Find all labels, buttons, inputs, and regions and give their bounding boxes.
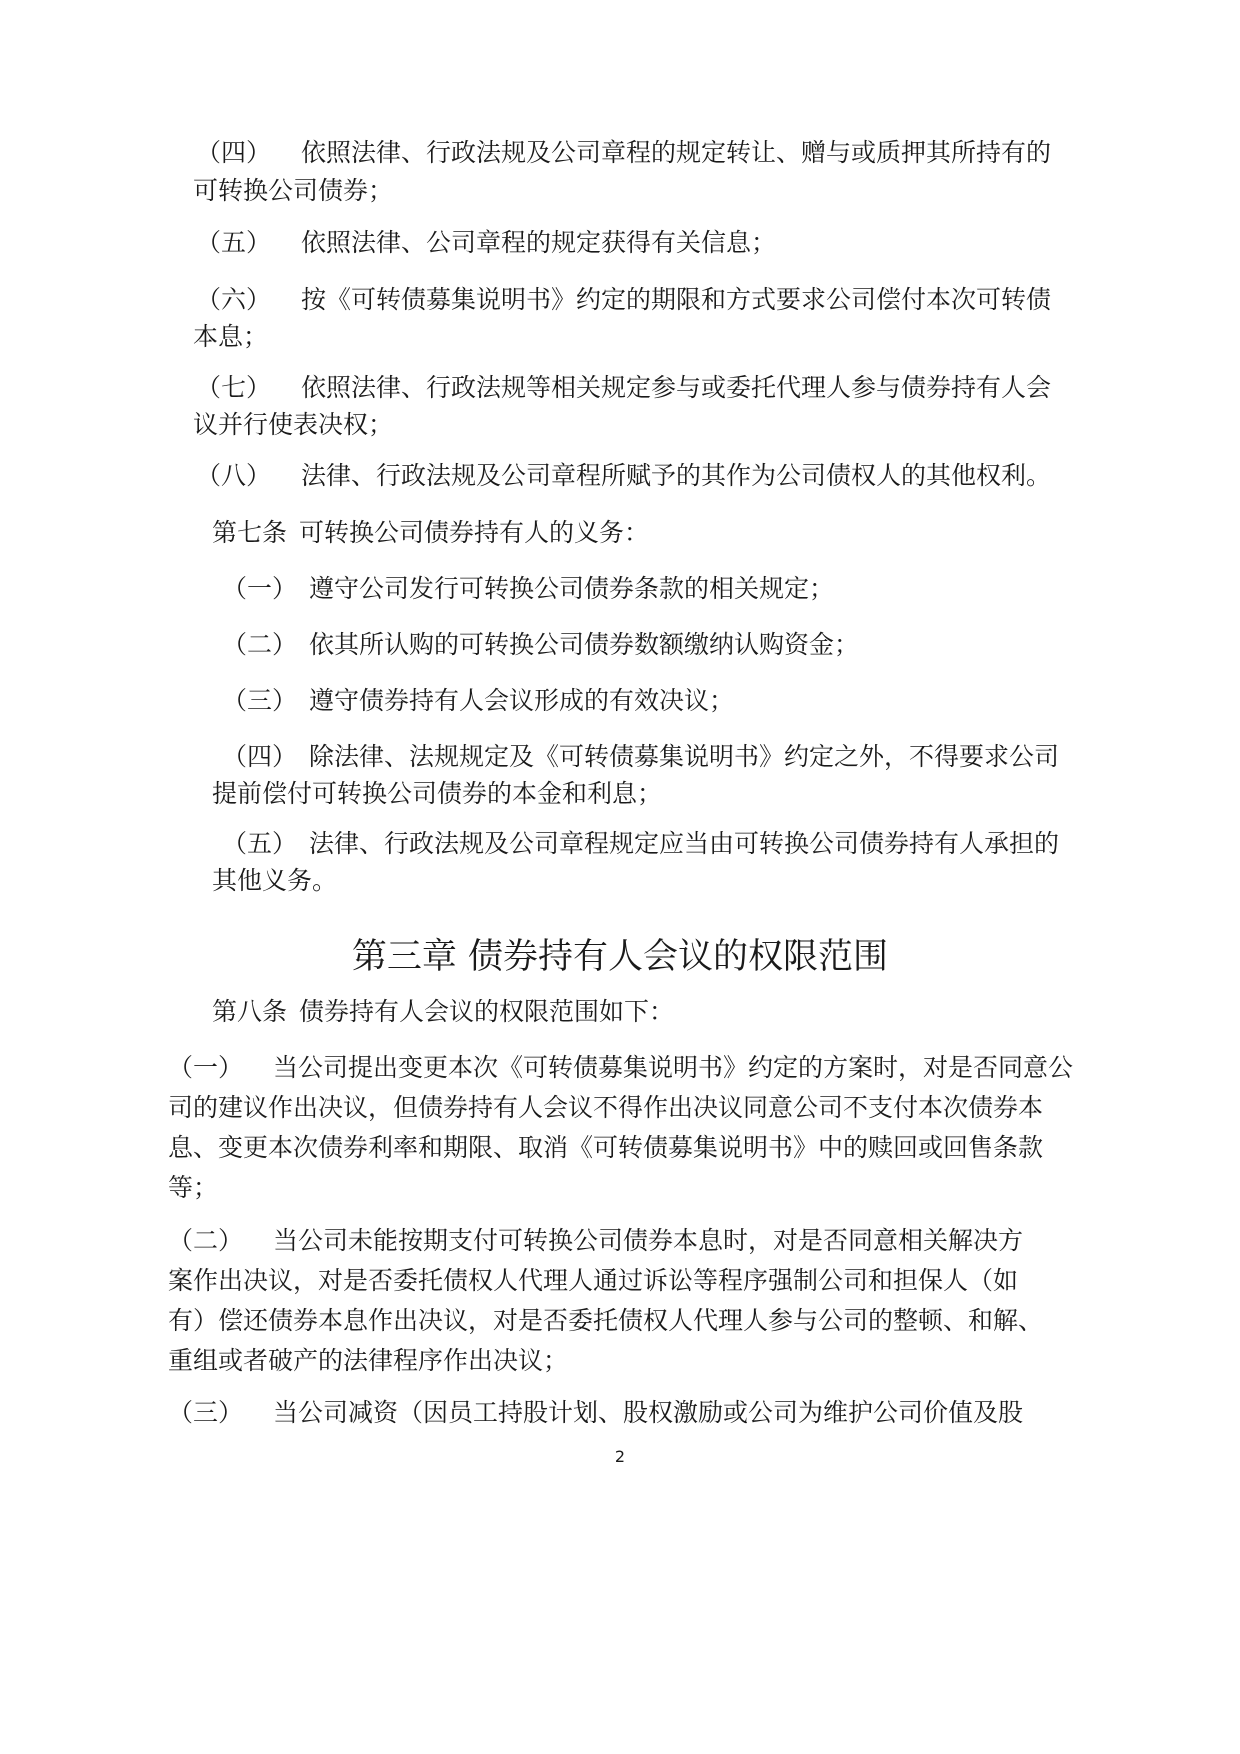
item-text: 法律、行政法规及公司章程所赋予的其作为公司债权人的其他权利。 (301, 461, 1052, 490)
scope-item-1-continuation-1: 司的建议作出决议，但债券持有人会议不得作出决议同意公司不支付本次债券本 (168, 1093, 1044, 1122)
item-text: 依其所认购的可转换公司债券数额缴纳认购资金； (309, 630, 860, 659)
item-number: （三） (222, 686, 298, 715)
item-number: （六） (196, 285, 272, 314)
item-number: （五） (196, 228, 272, 257)
article-label: 第七条 (212, 518, 288, 547)
item-number: （二） (168, 1226, 244, 1255)
right-item-4-continuation: 可转换公司债券； (193, 176, 394, 205)
article-text: 债券持有人会议的权限范围如下： (299, 997, 675, 1026)
item-text: 按《可转债募集说明书》约定的期限和方式要求公司偿付本次可转债 (301, 285, 1052, 314)
item-text: 依照法律、公司章程的规定获得有关信息； (301, 228, 777, 257)
article-text: 可转换公司债券持有人的义务： (299, 518, 650, 547)
right-item-6-continuation: 本息； (193, 322, 269, 351)
item-text: 当公司提出变更本次《可转债募集说明书》约定的方案时，对是否同意公 (273, 1053, 1074, 1082)
obligation-item-5 (222, 829, 1059, 859)
right-item-8 (196, 461, 1051, 491)
article-7-heading (212, 518, 649, 548)
item-number: （一） (222, 574, 298, 603)
chapter-title: 第三章 债券持有人会议的权限范围 (351, 937, 889, 977)
obligation-item-3 (222, 686, 734, 716)
item-text: 遵守债券持有人会议形成的有效决议； (309, 686, 735, 715)
item-number: （五） (222, 829, 298, 858)
item-text: 依照法律、行政法规等相关规定参与或委托代理人参与债券持有人会 (301, 373, 1052, 402)
scope-item-1-continuation-3: 等； (168, 1173, 219, 1202)
right-item-4 (196, 138, 1051, 168)
item-number: （四） (222, 742, 298, 771)
scope-item-1 (168, 1053, 1073, 1083)
obligation-item-2 (222, 630, 859, 660)
item-text: 遵守公司发行可转换公司债券条款的相关规定； (309, 574, 835, 603)
article-8-heading (212, 997, 674, 1027)
scope-item-2-continuation-1: 案作出决议，对是否委托债权人代理人通过诉讼等程序强制公司和担保人（如 (168, 1266, 1019, 1295)
right-item-7-continuation: 议并行使表决权； (193, 410, 394, 439)
scope-item-2 (168, 1226, 1023, 1256)
item-number: （二） (222, 630, 298, 659)
item-number: （八） (196, 461, 272, 490)
right-item-6 (196, 285, 1051, 315)
item-text: 当公司未能按期支付可转换公司债券本息时，对是否同意相关解决方 (273, 1226, 1024, 1255)
page-number: 2 (614, 1447, 626, 1466)
scope-item-2-continuation-3: 重组或者破产的法律程序作出决议； (168, 1346, 569, 1375)
scope-item-3 (168, 1398, 1023, 1428)
scope-item-1-continuation-2: 息、变更本次债券利率和期限、取消《可转债募集说明书》中的赎回或回售条款 (168, 1133, 1044, 1162)
obligation-item-1 (222, 574, 834, 604)
item-number: （三） (168, 1398, 244, 1427)
item-text: 当公司减资（因员工持股计划、股权激励或公司为维护公司价值及股 (273, 1398, 1024, 1427)
obligation-item-4-continuation: 提前偿付可转换公司债券的本金和利息； (212, 779, 663, 808)
item-number: （一） (168, 1053, 244, 1082)
right-item-7 (196, 373, 1051, 403)
item-text: 法律、行政法规及公司章程规定应当由可转换公司债券持有人承担的 (309, 829, 1060, 858)
item-text: 依照法律、行政法规及公司章程的规定转让、赠与或质押其所持有的 (301, 138, 1052, 167)
scope-item-2-continuation-2: 有）偿还债券本息作出决议，对是否委托债权人代理人参与公司的整顿、和解、 (168, 1306, 1044, 1335)
item-number: （七） (196, 373, 272, 402)
item-text: 除法律、法规规定及《可转债募集说明书》约定之外，不得要求公司 (309, 742, 1060, 771)
obligation-item-5-continuation: 其他义务。 (212, 866, 338, 895)
article-label: 第八条 (212, 997, 288, 1026)
item-number: （四） (196, 138, 272, 167)
obligation-item-4 (222, 742, 1059, 772)
right-item-5 (196, 228, 776, 258)
